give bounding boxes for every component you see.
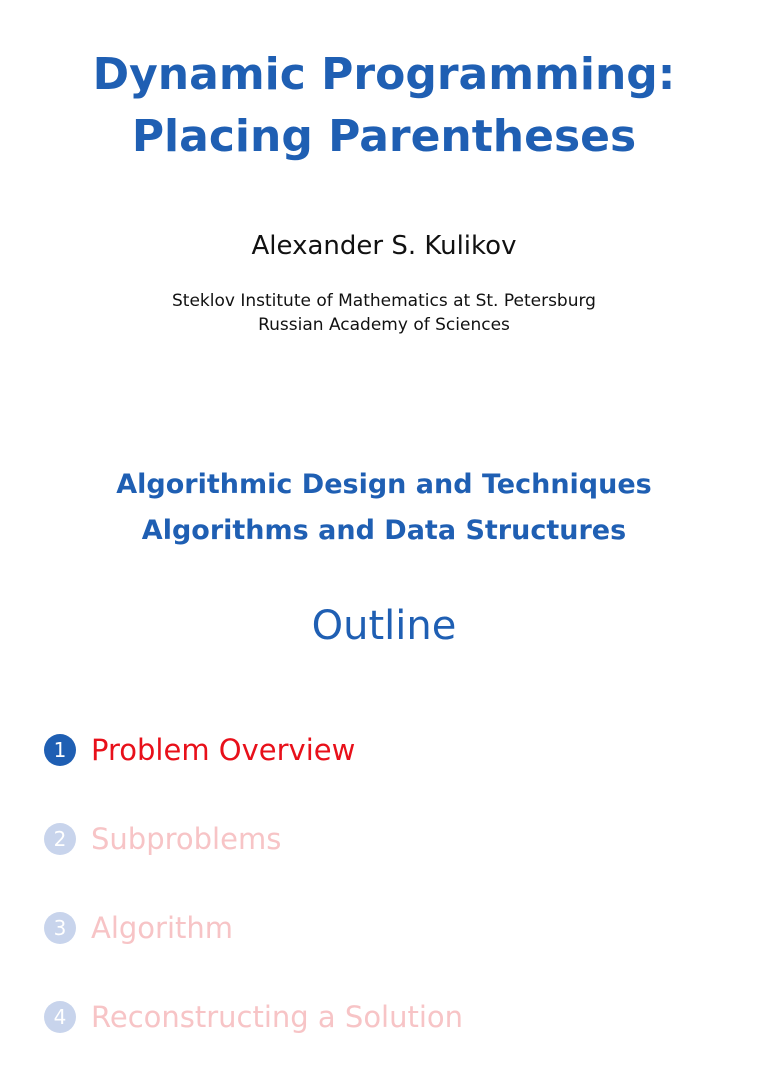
outline-list	[44, 722, 463, 1078]
course-line-2: Algorithms and Data Structures	[141, 515, 627, 546]
outline-number-badge: 4	[44, 1001, 76, 1033]
institute	[0, 289, 768, 337]
outline-item-label: Reconstructing a Solution	[91, 1000, 464, 1034]
slide-title-line-1: Dynamic Programming:	[92, 49, 676, 100]
slide-title	[0, 44, 768, 168]
outline-item-problem-overview	[44, 722, 463, 811]
outline-number-badge: 3	[44, 912, 76, 944]
outline-heading: Outline	[311, 603, 457, 649]
institute-line-2: Russian Academy of Sciences	[258, 315, 510, 335]
outline-item-subproblems	[44, 811, 463, 900]
outline-item-reconstructing-a-solution	[44, 989, 463, 1078]
outline-number-badge: 1	[44, 734, 76, 766]
slide-title-line-2: Placing Parentheses	[131, 111, 637, 162]
institute-line-1: Steklov Institute of Mathematics at St. Petersburg	[172, 291, 596, 311]
outline-number-badge: 2	[44, 823, 76, 855]
outline-item-algorithm	[44, 900, 463, 989]
course-title	[0, 462, 768, 554]
course-line-1: Algorithmic Design and Techniques	[116, 469, 652, 500]
outline-item-label: Subproblems	[91, 822, 282, 856]
outline-item-label: Problem Overview	[91, 733, 356, 767]
author-name: Alexander S. Kulikov	[251, 231, 517, 261]
outline-item-label: Algorithm	[91, 911, 234, 945]
